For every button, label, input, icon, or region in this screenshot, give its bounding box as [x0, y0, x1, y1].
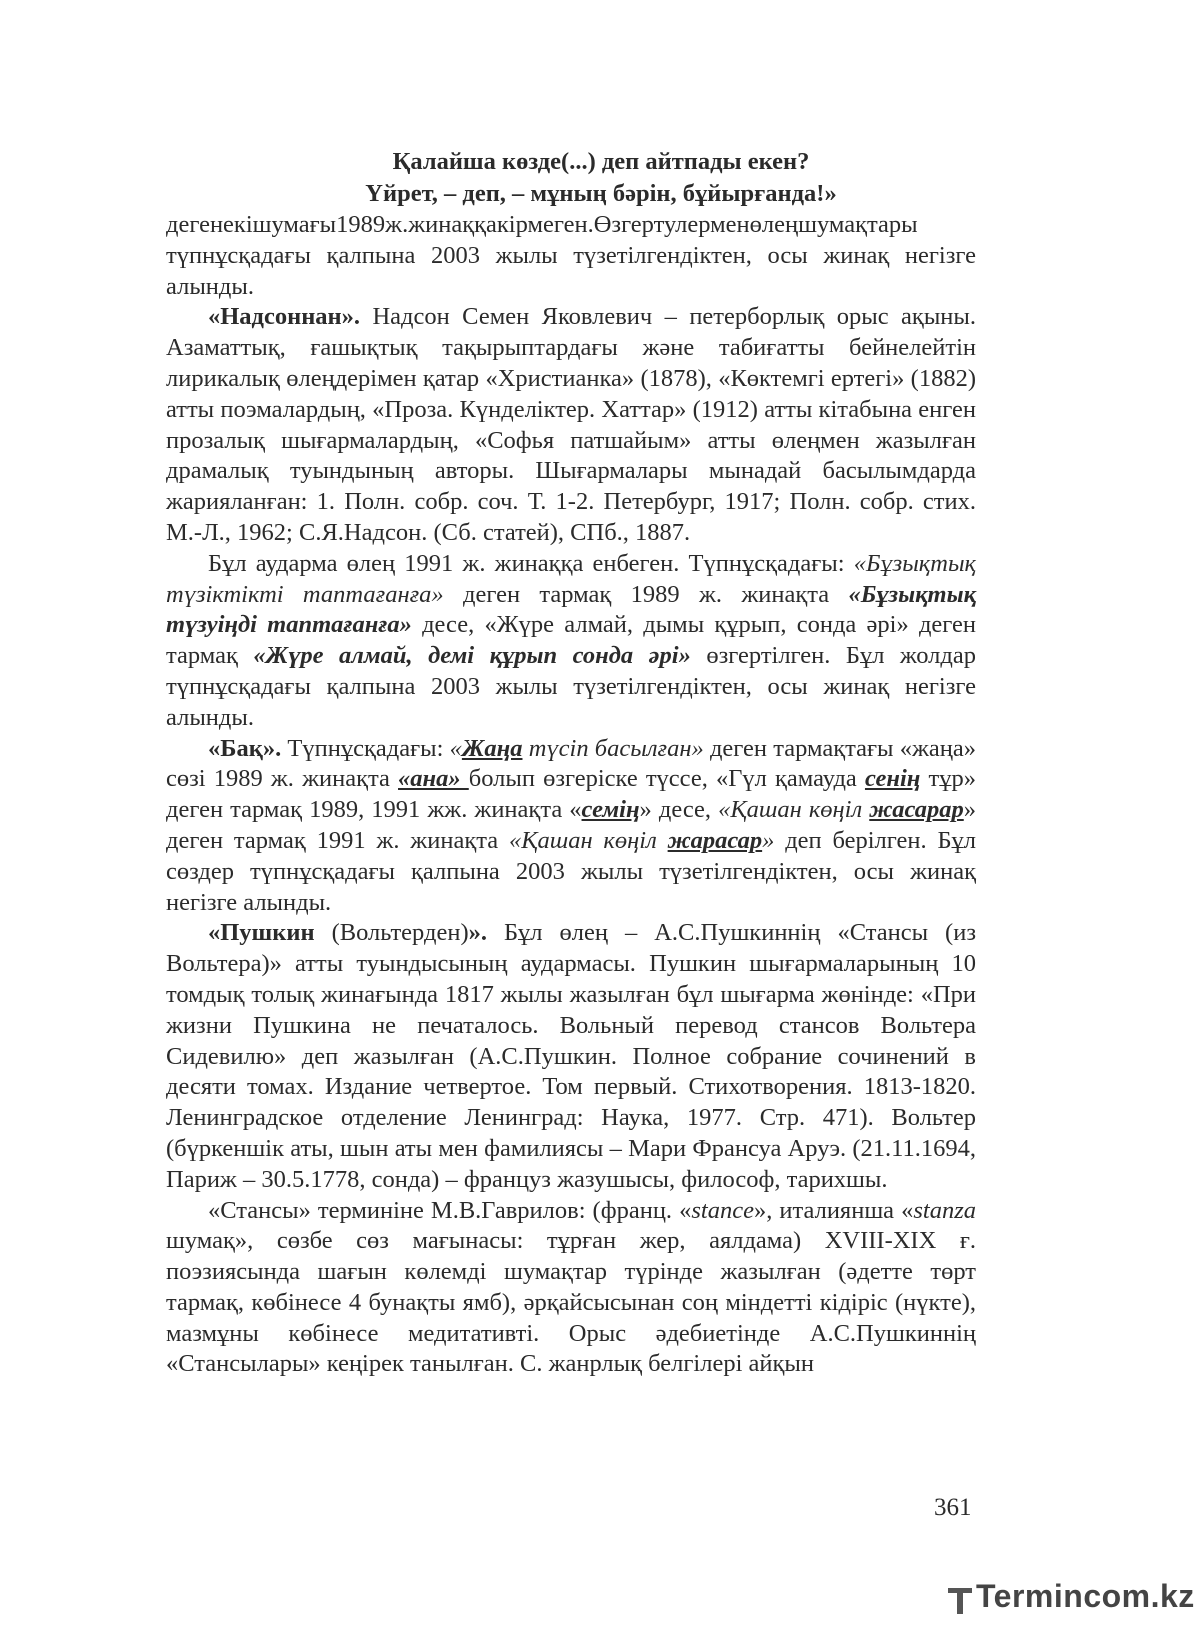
entry-heading: «Надсоннан». — [208, 303, 361, 331]
emphasis-word: жасарар — [869, 796, 964, 824]
text: тұр» деген тармақ 1989, 1991 жж. жинақта « — [166, 765, 976, 824]
text: « — [449, 734, 462, 762]
emphasis-word: сенің — [864, 765, 921, 793]
text: » — [762, 826, 775, 854]
entry-heading: «Бақ». — [208, 734, 282, 762]
foreign-term: stanza — [913, 1196, 976, 1224]
verse-line-2: Үйрет, – деп, – мұның бәрін, бұйырғанда!» — [365, 180, 837, 207]
emphasis-word: жарасар — [667, 826, 763, 854]
emphasis-word: Жаңа — [461, 734, 523, 762]
text: «Қашан көңіл — [508, 826, 668, 854]
text: деген тармақтағы «жаңа» сөзі 1989 ж. жинақта — [166, 734, 976, 793]
paragraph-pushkin — [166, 918, 976, 1195]
emphasis-word: семің — [581, 796, 640, 824]
page-body — [166, 146, 976, 1380]
text: Бұл аударма өлең 1991 ж. жинаққа енбеген. Түпнұсқадағы: — [208, 549, 854, 577]
page-number: 361 — [934, 1494, 972, 1521]
entry-text: Надсон Семен Яковлевич – петерборлық орыс ақыны. Азаматтық, ғашықтық тақырыптардағы және табиғатты бейнелейтін лирикалық өлеңдерімен қатар «Христианка» (1878), «Көктемгі ертегі» (1882) атты поэмалардың, «Проза. Күнделіктер. Хаттар» (1912) атты кітабына енген прозалық шығармалардың, «Софья патшайым» атты өлеңмен жазылған драмалық туындының авторы. Шығармалары мынадай басылымдарда жарияланған: 1. Полн. собр. соч. Т. 1-2. Петербург, 1917; Полн. собр. стих. М.-Л., 1962; С.Я.Надсон. (Сб. статей), СПб., 1887. — [166, 303, 976, 546]
entry-heading: «Пушкин — [208, 919, 315, 947]
text: ». — [468, 919, 487, 947]
text: (Вольтерден) — [314, 919, 469, 947]
quote-variant: «Жүре алмай, демі құрып сонда әрі» — [253, 642, 691, 670]
text: болып өзгеріске түссе, «Гүл қамауда — [468, 765, 865, 793]
text: десе, «Жүре алмай, дымы құрып, сонда әрі» деген тармақ — [166, 611, 976, 670]
emphasis-word: «ана» — [398, 765, 469, 793]
paragraph-intro: дегенекішумағы1989ж.жинаққакірмеген.Өзгертулерменөлеңшумақтары түпнұсқадағы қалпына 2003 жылы түзетілгендіктен, осы жинақ негізге алынды. — [166, 211, 976, 300]
paragraph-nadson — [166, 302, 976, 548]
paragraph-bak — [166, 734, 976, 919]
verse-line-1: Қалайша көзде(...) деп айтпады екен? — [392, 148, 810, 175]
text: өзгертілген. Бұл жолдар түпнұсқадағы қалпына 2003 жылы түзетілгендіктен, осы жинақ негізге алынды. — [166, 642, 976, 731]
text: Бұл өлең – А.С.Пушкиннің «Стансы (из Вольтера)» атты туындысының аудармасы. Пушкин шығармаларының 10 томдық толық жинағында 1817 жылы жазылған бұл шығарма жөнінде: «При жизни Пушкина не печаталось. Вольный перевод стансов Вольтера Сидевилю» деп жазылған (А.С.Пушкин. Полное собрание сочинений в десяти томах. Издание четвертое. Том первый. Стихотворения. 1813-1820. Ленинградское отделение Ленинград: Наука, 1977. Стр. 471). Вольтер (бүркеншік аты, шын аты мен фамилиясы – Мари Франсуа Аруэ. (21.11.1694, Париж – 30.5.1778, сонда) – француз жазушысы, философ, тарихшы. — [166, 919, 976, 1193]
paragraph-translation — [166, 549, 976, 734]
foreign-term: stance — [691, 1196, 754, 1224]
text: » деген тармақ 1991 ж. жинақта — [166, 796, 976, 854]
quote-original: «Бұзықтық түзіктікті таптағанға» — [166, 549, 976, 608]
logo-icon — [946, 1586, 974, 1616]
text: «Қашан көңіл — [718, 796, 870, 824]
text: », италиянша « — [753, 1196, 914, 1224]
text: Түпнұсқадағы: — [281, 734, 450, 762]
quote-variant: «Бұзықтық түзуіңді таптағанға» — [166, 580, 976, 639]
paragraph-stansy — [166, 1196, 976, 1381]
text: деген тармақ 1989 ж. жинақта — [443, 580, 849, 608]
text: «Стансы» терминіне М.В.Гаврилов: (франц. « — [208, 1196, 692, 1224]
text: шумақ», сөзбе сөз мағынасы: тұрған жер, аялдама) XVIII-XIX ғ. поэзиясында шағын көлемді шумақтар түрінде жазылған (әдетте төрт тармақ, көбінесе 4 бунақты ямб), әрқайсысынан соң міндетті кідіріс (нүкте), мазмұны көбінесе медитативті. Орыс әдебиетінде А.С.Пушкиннің «Стансылары» кеңірек танылған. С. жанрлық белгілері айқын — [166, 1227, 976, 1378]
text: түсіп басылған» — [522, 734, 704, 762]
site-watermark — [946, 1578, 1195, 1622]
text: » десе, — [639, 796, 719, 824]
watermark-text: Termincom.kz — [976, 1578, 1195, 1614]
text: деп берілген. Бұл сөздер түпнұсқадағы қалпына 2003 жылы түзетілгендіктен, осы жинақ негізге алынды. — [166, 826, 976, 916]
